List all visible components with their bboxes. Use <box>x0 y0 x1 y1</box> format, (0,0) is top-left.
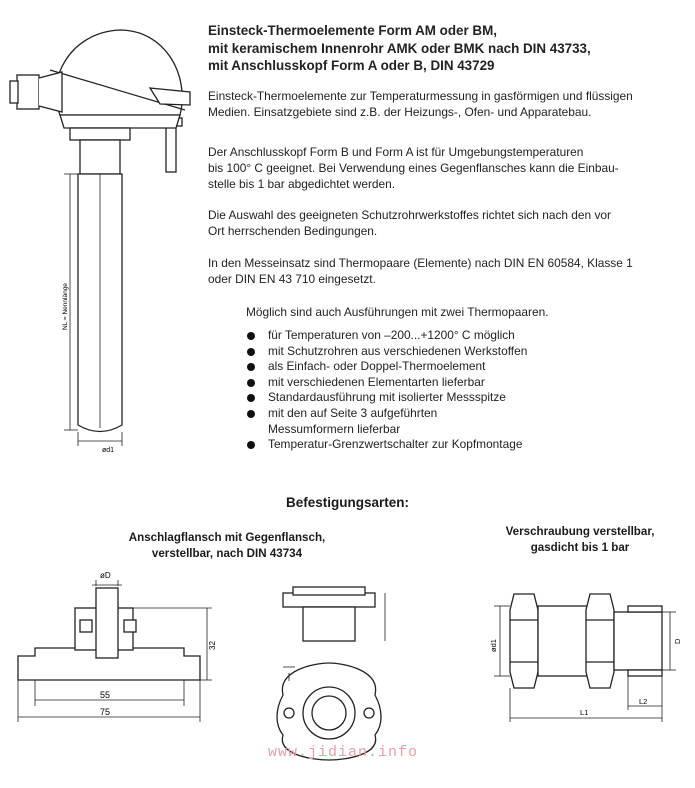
paragraph-material: Die Auswahl des geeigneten Schutzrohrwerkstoffes richtet sich nach den vor Ort herrschenden Bedingungen. <box>208 208 611 238</box>
list-item: mit Schutzrohren aus verschiedenen Werkstoffen <box>246 344 686 360</box>
l1-label: L1 <box>580 708 589 717</box>
bullets-intro: Möglich sind auch Ausführungen mit zwei Thermopaaren. <box>246 305 549 319</box>
bullet-icon <box>247 363 255 371</box>
list-item: mit verschiedenen Elementarten lieferbar <box>246 375 686 391</box>
list-item: für Temperaturen von –200...+1200° C möglich <box>246 328 686 344</box>
flange-caption: Anschlagflansch mit Gegenflansch, verstellbar, nach DIN 43734 <box>128 531 326 560</box>
list-item: Standardausführung mit isolierter Messspitze <box>246 390 686 406</box>
paragraph-head: Der Anschlusskopf Form B und Form A ist für Umgebungstemperaturen bis 100° C geeignet. Bei Verwendung eines Gegenflansches kann die Einbau- stelle bis 1 bar abgedichtet werden. <box>208 145 619 191</box>
paragraph-thermocouples: In den Messeinsatz sind Thermopaare (Elemente) nach DIN EN 60584, Klasse 1 oder DIN EN 43 710 eingesetzt. <box>208 256 633 286</box>
list-item: Temperatur-Grenzwertschalter zur Kopfmontage <box>246 437 686 453</box>
paragraph-intro: Einsteck-Thermoelemente zur Temperaturmessung in gasförmigen und flüssigen Medien. Einsatzgebiete sind z.B. der Heizungs-, Ofen- und Apparatebau. <box>208 89 633 119</box>
page-title <box>208 22 688 75</box>
od1-label: ød1 <box>489 639 498 652</box>
screw-fitting-drawing <box>480 580 685 725</box>
section-heading: Befestigungsarten: <box>285 495 410 510</box>
bullet-icon <box>247 332 255 340</box>
title-line-1: Einsteck-Thermoelemente Form AM oder BM, <box>208 23 497 38</box>
l2-label: L2 <box>639 697 648 706</box>
dim-75-label: 75 <box>100 707 111 717</box>
feature-list <box>246 328 686 453</box>
flange-drawing <box>0 560 240 730</box>
list-item: mit den auf Seite 3 aufgeführten Messumformern lieferbar <box>246 406 686 437</box>
thermocouple-drawing <box>0 0 200 460</box>
dim-32-label: 32 <box>208 641 217 650</box>
bullet-icon <box>247 410 255 418</box>
list-item: als Einfach- oder Doppel-Thermoelement <box>246 359 686 375</box>
od-label: øD <box>100 571 111 580</box>
screw-caption: Verschraubung verstellbar, gasdicht bis 1 bar <box>505 525 655 554</box>
bullet-icon <box>247 348 255 356</box>
dim-55-label: 55 <box>100 690 111 700</box>
bullet-icon <box>247 379 255 387</box>
bullet-icon <box>247 441 255 449</box>
d1-label: ød1 <box>102 447 115 454</box>
title-line-3: mit Anschlusskopf Form A oder B, DIN 43729 <box>208 58 495 73</box>
watermark-text: www.jidian.info <box>268 744 419 761</box>
title-line-2: mit keramischem Innenrohr AMK oder BMK nach DIN 43733, <box>208 40 591 56</box>
bullet-icon <box>247 394 255 402</box>
nl-label: NL = Nennlänge <box>62 283 69 330</box>
counterflange-drawing <box>265 585 415 770</box>
d-label: D <box>673 638 682 644</box>
